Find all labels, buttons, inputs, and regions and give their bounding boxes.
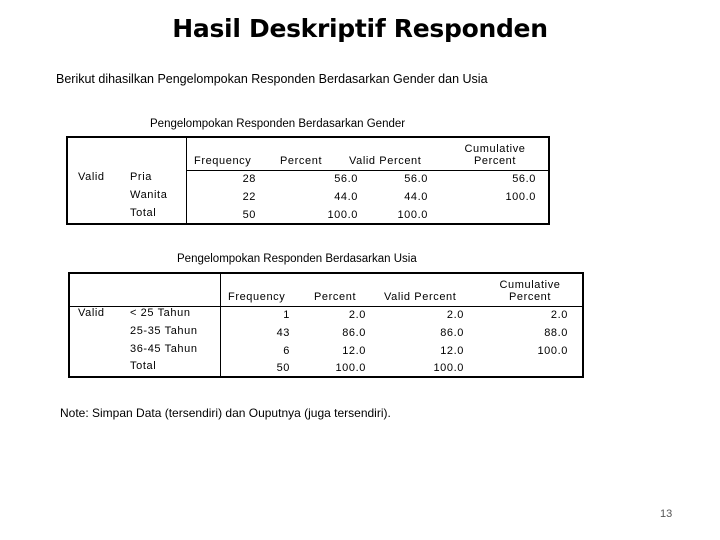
cell-valid-percent: 100.0	[397, 209, 428, 221]
group-label: Valid	[78, 307, 105, 319]
header-percent: Percent	[314, 291, 357, 303]
cell-cumulative: 56.0	[512, 173, 536, 185]
note-text: Note: Simpan Data (tersendiri) dan Ouputnya (juga tersendiri).	[60, 406, 391, 420]
header-frequency: Frequency	[228, 291, 286, 303]
row-label: 25-35 Tahun	[130, 325, 198, 337]
page-number: 13	[660, 508, 673, 520]
header-cumulative-percent: Percent	[473, 155, 517, 167]
usia-table	[68, 272, 584, 378]
cell-frequency: 43	[276, 327, 290, 339]
header-valid-percent: Valid Percent	[349, 155, 422, 167]
row-label: Wanita	[130, 189, 168, 201]
cell-valid-percent: 12.0	[440, 345, 464, 357]
cell-valid-percent: 100.0	[433, 362, 464, 374]
cell-percent: 100.0	[327, 209, 358, 221]
cell-cumulative: 88.0	[544, 327, 568, 339]
usia-table-caption: Pengelompokan Responden Berdasarkan Usia	[177, 253, 417, 265]
header-cumulative: Cumulative	[464, 143, 526, 155]
cell-percent: 100.0	[335, 362, 366, 374]
header-valid-percent: Valid Percent	[384, 291, 457, 303]
cell-frequency: 1	[283, 309, 290, 321]
header-cumulative: Cumulative	[499, 279, 561, 291]
row-label: Total	[130, 360, 157, 372]
row-label: Total	[130, 207, 157, 219]
cell-valid-percent: 44.0	[404, 191, 428, 203]
cell-frequency: 6	[283, 345, 290, 357]
cell-valid-percent: 2.0	[446, 309, 464, 321]
header-cumulative-percent: Percent	[508, 291, 552, 303]
gender-table-caption: Pengelompokan Responden Berdasarkan Gender	[150, 118, 406, 130]
cell-frequency: 28	[242, 173, 256, 185]
cell-cumulative: 100.0	[537, 345, 568, 357]
header-frequency: Frequency	[194, 155, 252, 167]
header-percent: Percent	[280, 155, 323, 167]
table-divider	[220, 274, 221, 376]
intro-text: Berikut dihasilkan Pengelompokan Responden Berdasarkan Gender dan Usia	[56, 72, 488, 86]
cell-valid-percent: 86.0	[440, 327, 464, 339]
cell-cumulative: 2.0	[550, 309, 568, 321]
table-divider	[186, 138, 187, 223]
cell-percent: 86.0	[342, 327, 366, 339]
slide-title: Hasil Deskriptif Responden	[172, 14, 548, 43]
cell-frequency: 22	[242, 191, 256, 203]
gender-table	[66, 136, 550, 225]
cell-percent: 12.0	[342, 345, 366, 357]
cell-frequency: 50	[242, 209, 256, 221]
group-label: Valid	[78, 171, 105, 183]
cell-valid-percent: 56.0	[404, 173, 428, 185]
row-label: 36-45 Tahun	[130, 343, 198, 355]
cell-cumulative: 100.0	[505, 191, 536, 203]
row-label: Pria	[130, 171, 152, 183]
cell-frequency: 50	[276, 362, 290, 374]
cell-percent: 2.0	[348, 309, 366, 321]
cell-percent: 56.0	[334, 173, 358, 185]
row-label: < 25 Tahun	[130, 307, 191, 319]
cell-percent: 44.0	[334, 191, 358, 203]
